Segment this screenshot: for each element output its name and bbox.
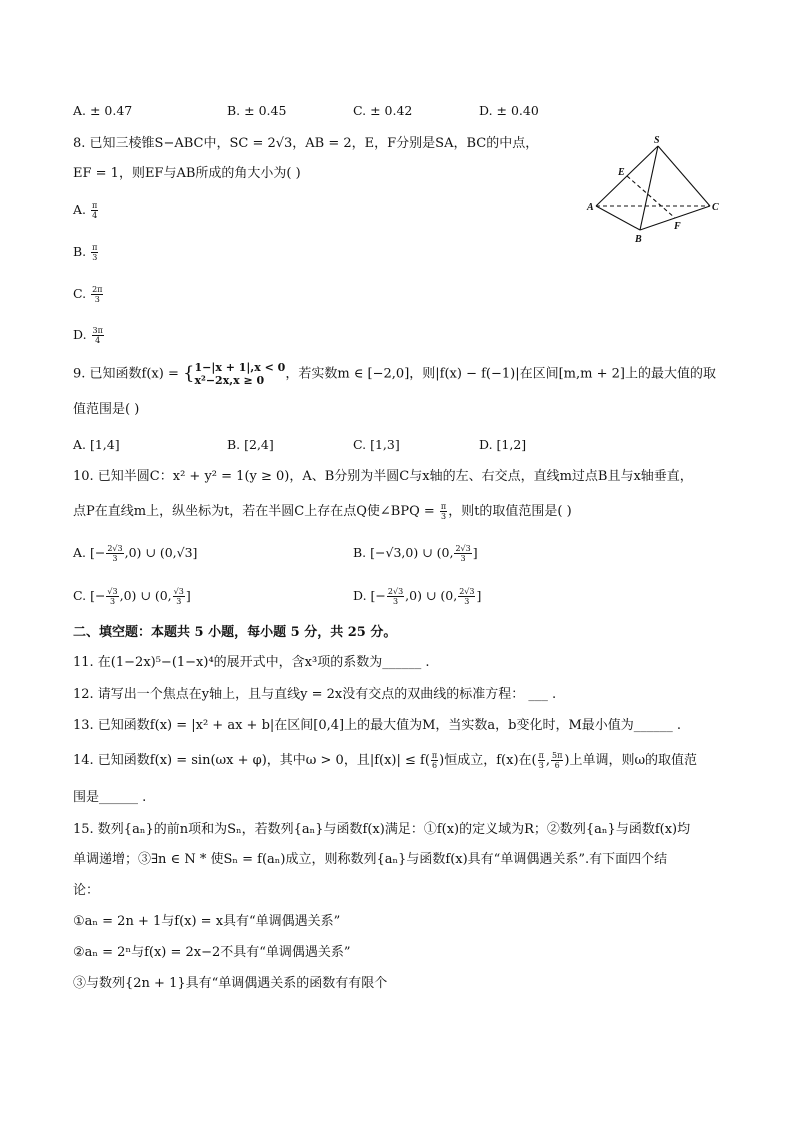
q8-option-b: B. $\frac{\pi}{3}$ xyxy=(73,243,98,262)
q7-option-a: A. ± 0.47 xyxy=(73,103,133,118)
q8-option-d: D. $\frac{3\pi}{4}$ xyxy=(73,326,103,345)
q9-option-d: D. [1,2] xyxy=(479,437,527,452)
q10-option-d: D. [− $\frac{2√3}{3}$ ,0) ∪ (0, $\frac{2√3}{3}$ ] xyxy=(353,587,482,606)
pyramid-figure xyxy=(586,134,726,246)
q10-stem-line1: 10. 已知半圆C：x² + y² = 1(y ≥ 0)，A、B分别为半圆C与x轴的左、右交点，直线m过点B且与x轴垂直， xyxy=(73,469,693,484)
q10-option-b: B. [−√3,0) ∪ (0, $\frac{2√3}{3}$ ] xyxy=(353,544,478,563)
q9-option-a: A. [1,4] xyxy=(73,437,120,452)
section-heading-fill-in: 二、填空题：本题共 5 小题，每小题 5 分，共 25 分。 xyxy=(73,625,397,640)
q9-stem-line2: 值范围是( ) xyxy=(73,402,140,417)
label-c: C xyxy=(712,202,719,213)
label-f: F xyxy=(674,221,681,232)
q12-stem: 12. 请写出一个焦点在y轴上，且与直线y = 2x没有交点的双曲线的标准方程： ___ . xyxy=(73,687,557,702)
edge-ab xyxy=(596,206,640,230)
q10-option-a: A. [− $\frac{2√3}{3}$ ,0) ∪ (0,√3] xyxy=(73,544,198,563)
q15-stem-line1: 15. 数列{aₙ}的前n项和为Sₙ，若数列{aₙ}与函数f(x)满足：①f(x)的定义域为R；②数列{aₙ}与函数f(x)均 xyxy=(73,822,691,837)
segment-ef-hidden xyxy=(627,176,675,218)
q11-stem: 11. 在(1−2x)⁵−(1−x)⁴的展开式中，含x³项的系数为______ . xyxy=(73,655,430,670)
label-s: S xyxy=(654,135,660,146)
label-b: B xyxy=(635,234,642,245)
q15-stem-line2: 单调递增；③∃n ∈ N * 使Sₙ = f(aₙ)成立，则称数列{aₙ}与函数f(x)具有“单调偶遇关系”.有下面四个结 xyxy=(73,852,668,867)
q15-statement-2: ②aₙ = 2ⁿ与f(x) = 2x−2不具有“单调偶遇关系” xyxy=(73,945,351,960)
label-e: E xyxy=(618,167,625,178)
q13-stem: 13. 已知函数f(x) = |x² + ax + b|在区间[0,4]上的最大值为M，当实数a，b变化时，M最小值为______ . xyxy=(73,718,682,733)
q15-statement-1: ①aₙ = 2n + 1与f(x) = x具有“单调偶遇关系” xyxy=(73,914,341,929)
q14-stem-line2: 围是______ . xyxy=(73,790,147,805)
q7-option-c: C. ± 0.42 xyxy=(353,103,413,118)
q9-option-b: B. [2,4] xyxy=(227,437,274,452)
edge-sb xyxy=(640,146,658,230)
q8-stem-line1: 8. 已知三棱锥S−ABC中，SC = 2√3，AB = 2，E，F分别是SA，BC的中点， xyxy=(73,136,539,151)
q7-option-d: D. ± 0.40 xyxy=(479,103,539,118)
edge-sc xyxy=(658,146,710,206)
q9-option-c: C. [1,3] xyxy=(353,437,400,452)
label-a: A xyxy=(587,202,594,213)
q8-option-a: A. $\frac{\pi}{4}$ xyxy=(73,201,98,220)
q7-option-b: B. ± 0.45 xyxy=(227,103,287,118)
q8-stem-line2: EF = 1，则EF与AB所成的角大小为( ) xyxy=(73,166,301,181)
q8-option-c: C. $\frac{2\pi}{3}$ xyxy=(73,285,103,304)
q10-option-c: C. [− $\frac{√3}{3}$ ,0) ∪ (0, $\frac{√3}{3}$ ] xyxy=(73,587,191,606)
q9-stem-line1: 9. 已知函数f(x) = { 1−|x + 1|,x < 0 x²−2x,x ≥ 0 ，若实数m ∈ [−2,0]，则|f(x) − f(−1)|在区间[m,m + 2]上的最大值的取 xyxy=(73,361,716,387)
q14-stem-line1: 14. 已知函数f(x) = sin(ωx + φ)，其中ω > 0，且|f(x)| ≤ f( $\frac{\pi}{6}$ )恒成立，f(x)在( $\frac{\pi}{3}$ , $\frac{5\pi}{6}$ )上单调，则ω的取值范 xyxy=(73,751,698,770)
q15-statement-3: ③与数列{2n + 1}具有“单调偶遇关系的函数有有限个 xyxy=(73,976,388,991)
q10-stem-line2: 点P在直线m上，纵坐标为t，若在半圆C上存在点Q使∠BPQ = $\frac{\pi}{3}$ ，则t的取值范围是( ) xyxy=(73,502,572,521)
q15-stem-line3: 论： xyxy=(73,883,100,898)
